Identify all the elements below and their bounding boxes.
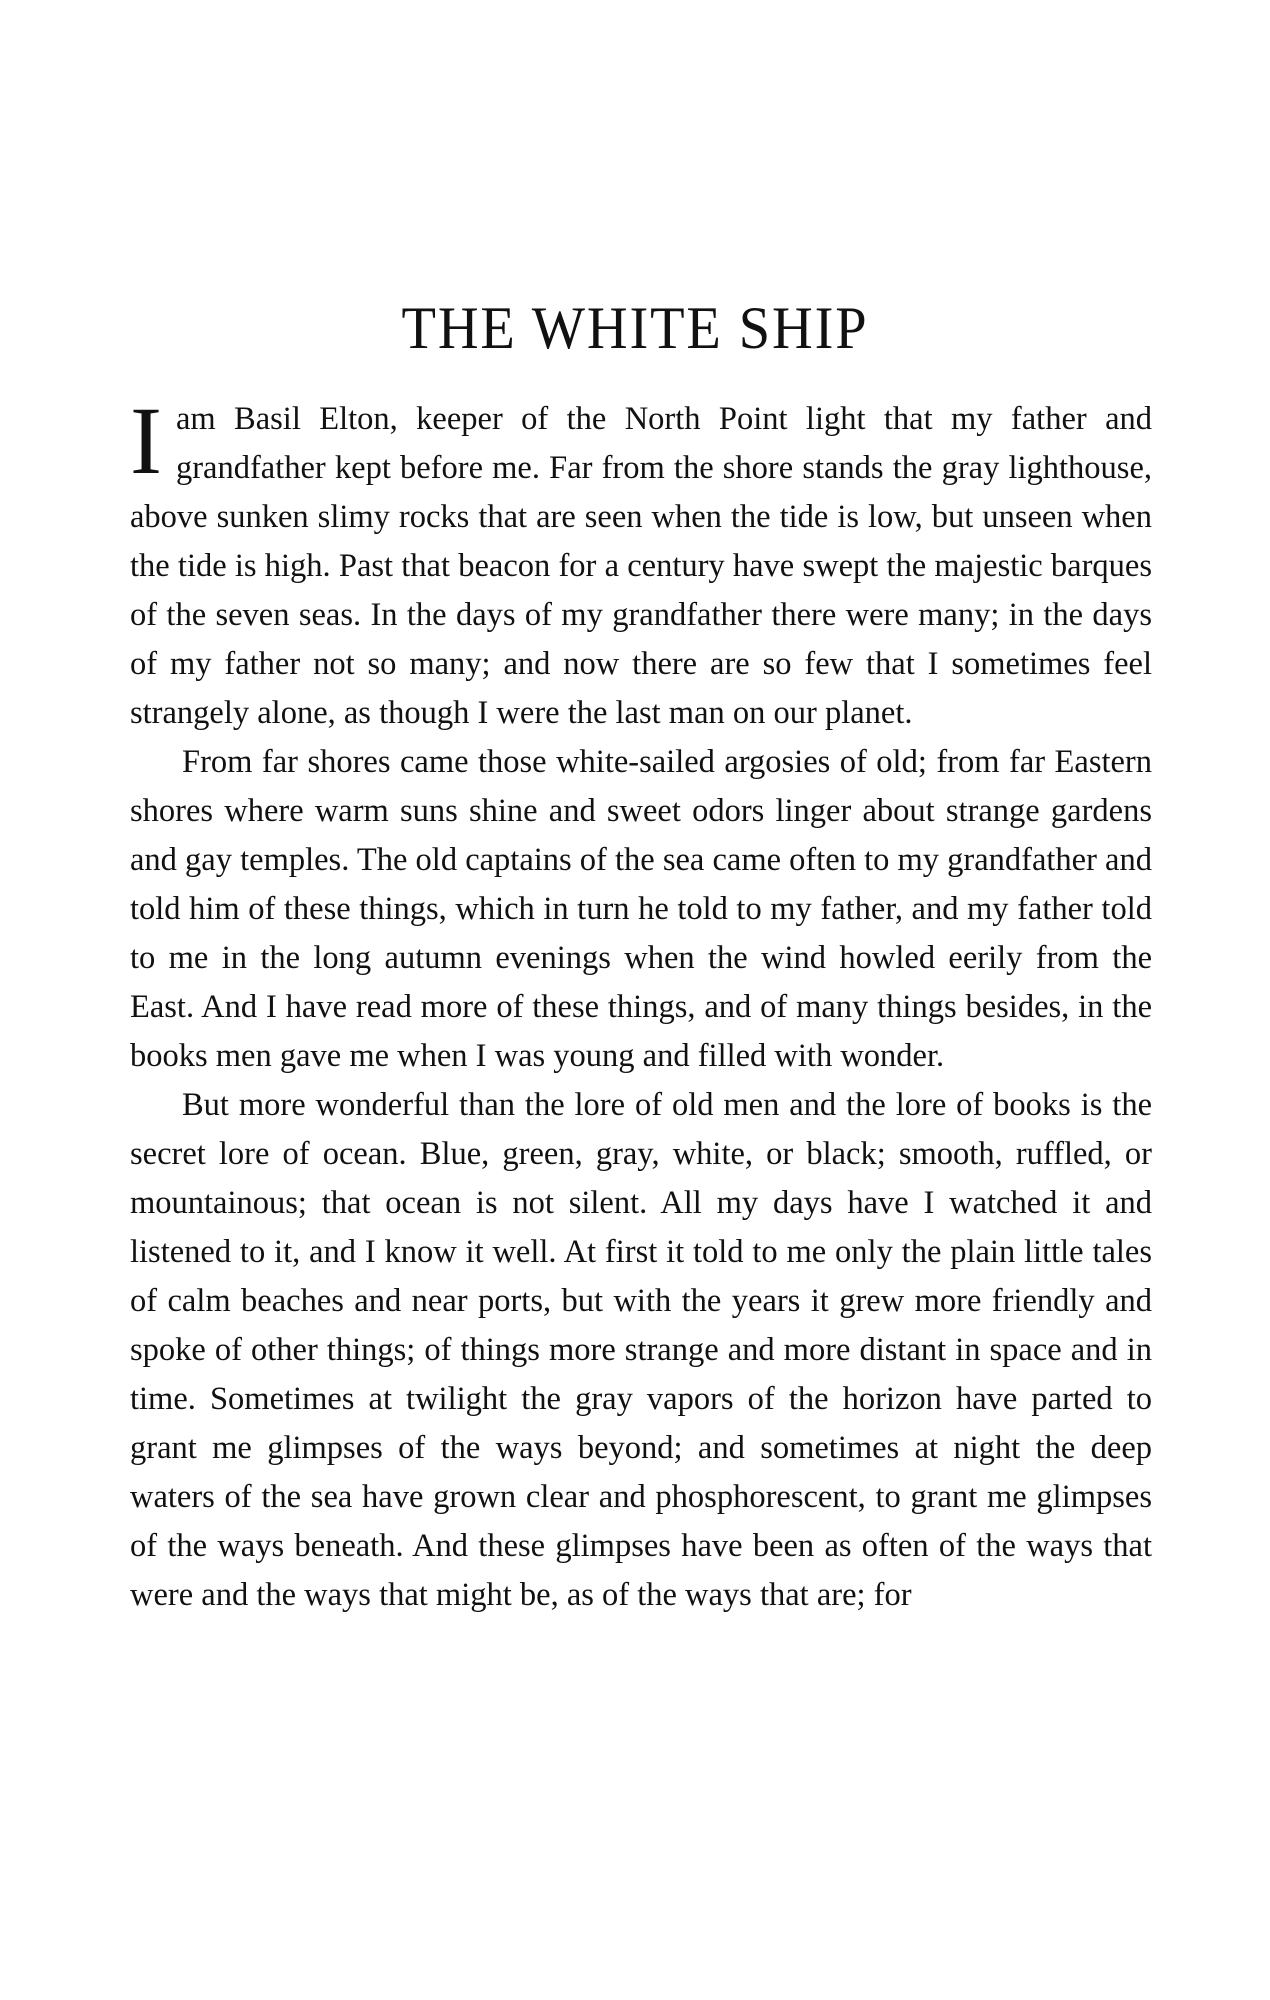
paragraph-2: From far shores came those white-sailed argosies of old; from far Eastern shores where warm suns shine and sweet odors linger about strange gardens and gay temples. The old captains of the sea came often to my grandfather and told him of these things, which in turn he told to my father, and my father told to me in the long autumn evenings when the wind howled eerily from the East. And I have read more of these things, and of many things besides, in the books men gave me when I was young and filled with wonder.: [130, 744, 1152, 1074]
paragraph-1-text: am Basil Elton, keeper of the North Point light that my father and grandfather kept before me. Far from the shore stands the gray lighthouse, above sunken slimy rocks that are seen when the tide is low, but unseen when the tide is high. Past that beacon for a century have swept the majestic barques of the seven seas. In the days of my grandfather there were many; in the days of my father not so many; and now there are so few that I sometimes feel strangely alone, as though I were the last man on our planet.: [130, 401, 1152, 731]
paragraph-1: [130, 387, 1152, 738]
chapter-title: THE WHITE SHIP: [401, 295, 869, 361]
drop-cap: I: [130, 387, 162, 494]
body-text: [130, 387, 1152, 1620]
paragraph-3: But more wonderful than the lore of old men and the lore of books is the secret lore of ocean. Blue, green, gray, white, or black; smooth, ruffled, or mountainous; that ocean is not silent. All my days have I watched it and listened to it, and I know it well. At first it told to me only the plain little tales of calm beaches and near ports, but with the years it grew more friendly and spoke of other things; of things more strange and more distant in space and in time. Sometimes at twilight the gray vapors of the horizon have parted to grant me glimpses of the ways beyond; and sometimes at night the deep waters of the sea have grown clear and phosphorescent, to grant me glimpses of the ways beneath. And these glimpses have been as often of the ways that were and the ways that might be, as of the ways that are; for: [130, 1087, 1152, 1613]
